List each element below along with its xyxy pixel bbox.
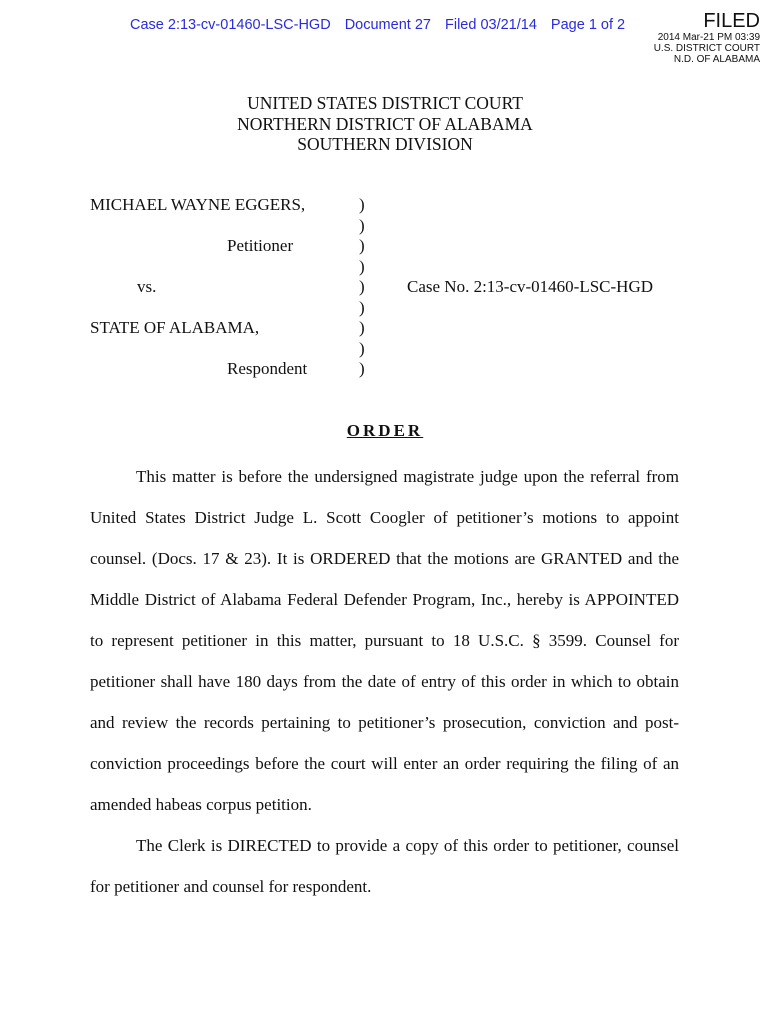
caption-paren: ) <box>359 236 365 255</box>
court-division: SOUTHERN DIVISION <box>297 134 473 154</box>
petitioner-role: Petitioner <box>227 236 294 255</box>
caption-paren: ) <box>359 318 365 337</box>
caption-parentheses <box>359 195 365 380</box>
caption-paren: ) <box>359 277 365 296</box>
versus-label: vs. <box>137 277 157 296</box>
filing-stamp-header <box>130 17 635 33</box>
stamp-page-count: Page 1 of 2 <box>550 17 626 33</box>
order-title: ORDER <box>346 421 424 440</box>
filed-stamp <box>654 10 760 65</box>
filed-title: FILED <box>703 10 760 32</box>
stamp-document-number: Document 27 <box>344 17 431 33</box>
court-district: NORTHERN DISTRICT OF ALABAMA <box>237 113 533 134</box>
caption-paren: ) <box>359 215 365 235</box>
caption-paren: ) <box>359 256 365 276</box>
respondent-name: STATE OF ALABAMA, <box>90 318 260 337</box>
case-number: Case No. 2:13-cv-01460-LSC-HGD <box>407 277 653 296</box>
filed-district: N.D. OF ALABAMA <box>673 54 760 65</box>
respondent-role: Respondent <box>227 359 308 378</box>
caption-paren: ) <box>359 195 365 214</box>
stamp-case-number: Case 2:13-cv-01460-LSC-HGD <box>130 17 331 33</box>
court-name: UNITED STATES DISTRICT COURT <box>247 93 523 113</box>
order-paragraph: The Clerk is DIRECTED to provide a copy of this order to petitioner, counsel for petitioner and counsel for respondent. <box>90 836 679 896</box>
caption-paren: ) <box>359 359 365 378</box>
petitioner-name: MICHAEL WAYNE EGGERS, <box>90 195 306 214</box>
stamp-filed-date: Filed 03/21/14 <box>444 17 537 33</box>
caption-paren: ) <box>359 297 365 317</box>
order-paragraph: This matter is before the undersigned magistrate judge upon the referral from United States District Judge L. Scott Coogler of petitioner’s motions to appoint counsel. (Docs. 17 & 23). It is ORDERED that the motions are GRANTED and the Middle District of Alabama Federal Defender Program, Inc., hereby is APPOINTED to represent petitioner in this matter, pursuant to 18 U.S.C. § 3599. Counsel for petitioner shall have 180 days from the date of entry of this order in which to obtain and review the records pertaining to petitioner’s prosecution, conviction and post-conviction proceedings before the court will enter an order requiring the filing of an amended habeas corpus petition. <box>90 467 679 814</box>
order-body <box>90 456 679 907</box>
filed-court: U.S. DISTRICT COURT <box>653 43 760 54</box>
case-caption <box>90 195 730 385</box>
caption-paren: ) <box>359 338 365 358</box>
filed-date: 2014 Mar-21 PM 03:39 <box>657 32 760 43</box>
court-heading <box>0 93 770 155</box>
